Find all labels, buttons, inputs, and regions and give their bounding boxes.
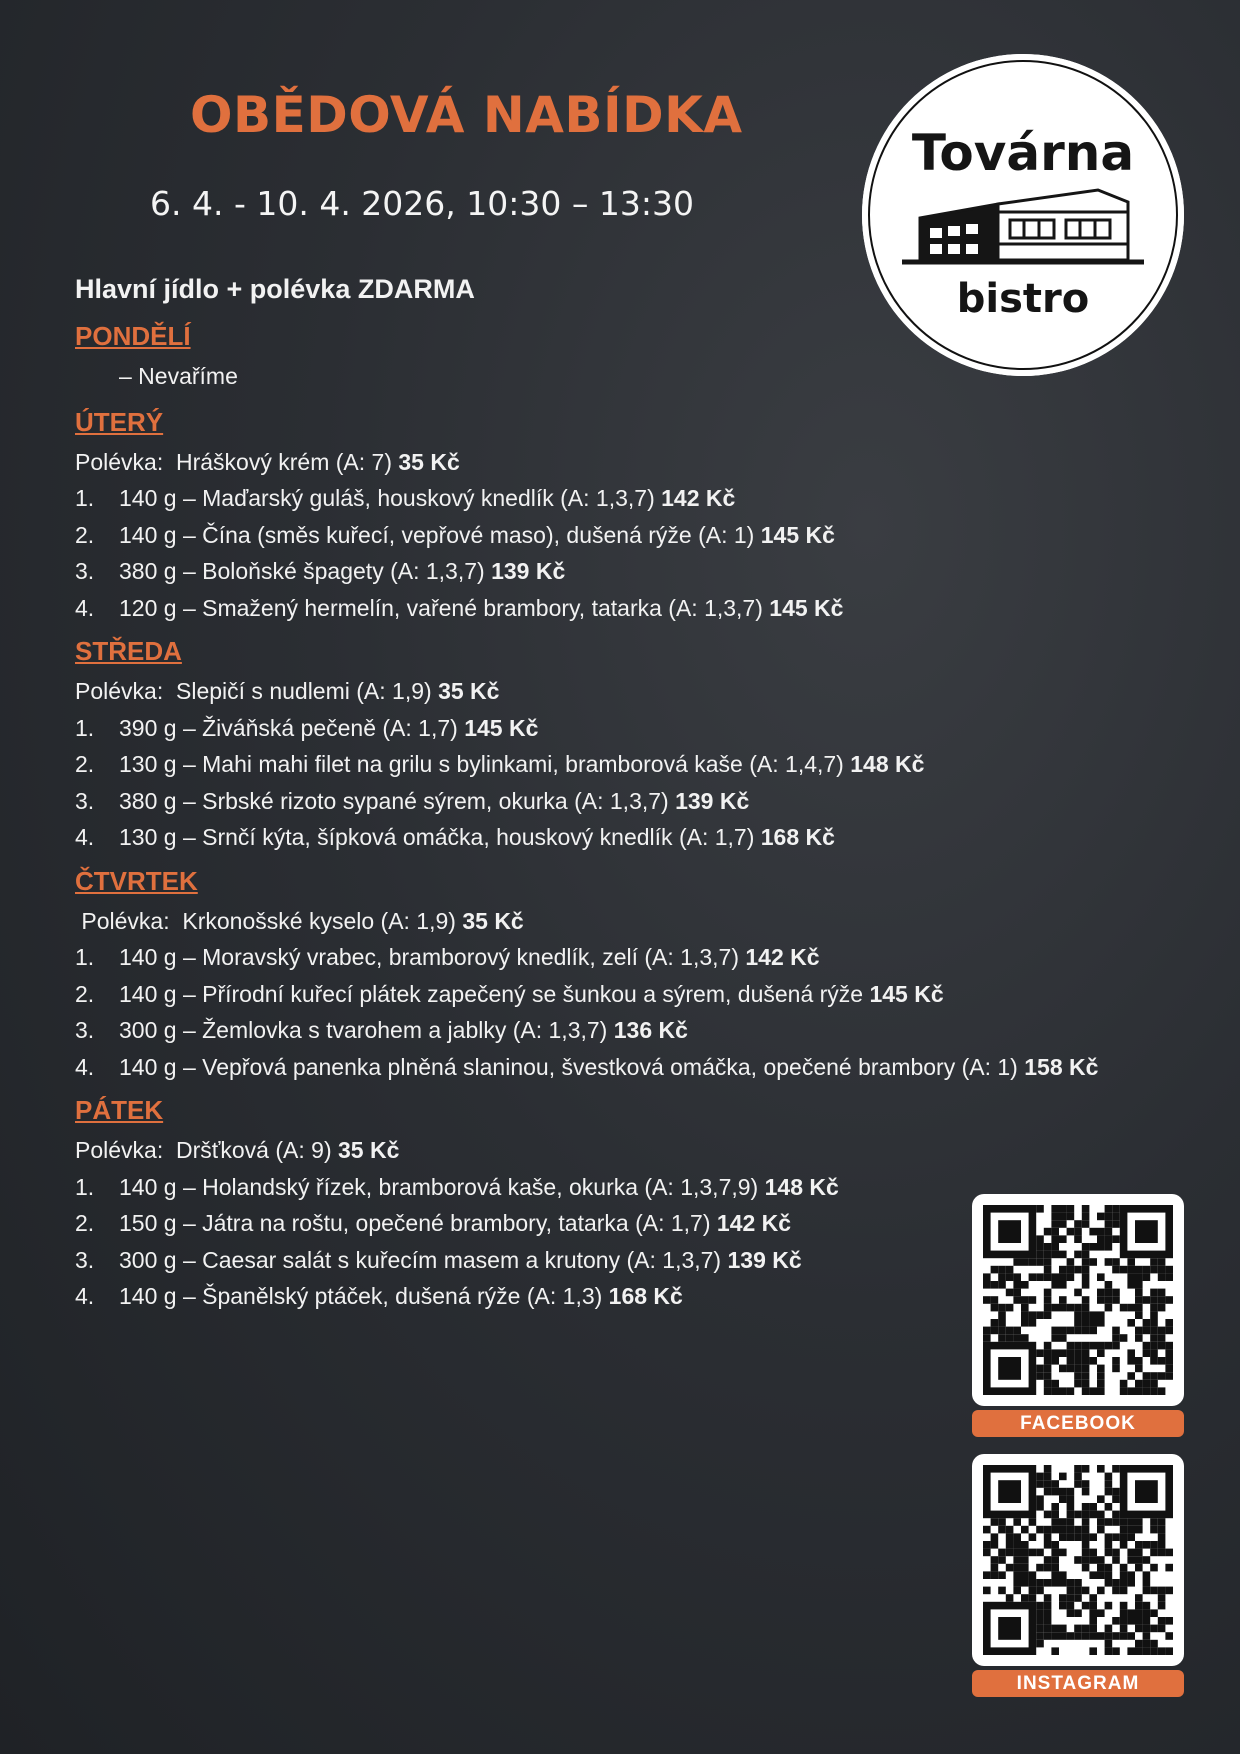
- list-item: [75, 517, 1095, 554]
- instagram-label: INSTAGRAM: [972, 1670, 1184, 1697]
- list-item: [75, 976, 1095, 1013]
- day-heading: ÚTERÝ: [75, 406, 164, 437]
- soup-label: Polévka:: [75, 678, 164, 704]
- day-heading: PONDĚLÍ: [75, 321, 191, 351]
- item-number: 2.: [75, 1210, 95, 1236]
- item-text: 140 g – Španělský ptáček, dušená rýže (A: 1,3): [119, 1283, 603, 1309]
- item-price: 139 Kč: [491, 558, 566, 584]
- list-item: [75, 1242, 1095, 1279]
- soup-text: Krkonošské kyselo (A: 1,9): [182, 907, 456, 934]
- item-price: 148 Kč: [764, 1173, 839, 1200]
- item-text: 390 g – Živáňská pečeně (A: 1,7): [119, 714, 458, 741]
- soup-text: Slepičí s nudlemi (A: 1,9): [176, 678, 432, 704]
- item-number: 1.: [75, 944, 95, 970]
- item-price: 148 Kč: [850, 751, 925, 777]
- list-item: [75, 939, 1095, 976]
- item-price: 142 Kč: [745, 944, 820, 970]
- item-number: 2.: [75, 980, 95, 1007]
- soup-text: Hráškový krém (A: 7): [176, 448, 392, 475]
- soup-line: [75, 444, 1095, 481]
- list-item: [75, 590, 1095, 627]
- item-number: 4.: [75, 1283, 95, 1309]
- item-text: 140 g – Maďarský guláš, houskový knedlík (A: 1,3,7): [119, 485, 655, 511]
- item-number: 3.: [75, 1017, 95, 1043]
- item-number: 3.: [75, 558, 95, 584]
- list-item: [75, 553, 1095, 590]
- factory-building-icon: [898, 182, 1148, 268]
- list-item: [75, 1012, 1095, 1049]
- item-price: 145 Kč: [869, 980, 944, 1007]
- item-text: 140 g – Přírodní kuřecí plátek zapečený se šunkou a sýrem, dušená rýže: [119, 980, 864, 1007]
- soup-price: 35 Kč: [462, 907, 524, 934]
- day-heading: STŘEDA: [75, 636, 182, 666]
- item-price: 158 Kč: [1024, 1053, 1099, 1080]
- item-number: 2.: [75, 751, 95, 777]
- list-item: [75, 819, 1095, 856]
- logo-text-sub: bistro: [956, 276, 1090, 322]
- item-number: 2.: [75, 521, 95, 548]
- list-item: [75, 1169, 1095, 1206]
- item-number: 4.: [75, 824, 95, 850]
- soup-label: Polévka:: [75, 448, 164, 475]
- day-thursday: [75, 865, 1099, 1086]
- item-text: 380 g – Srbské rizoto sypané sýrem, okurka (A: 1,3,7): [119, 787, 669, 814]
- soup-price: 35 Kč: [338, 1137, 400, 1163]
- item-price: 168 Kč: [608, 1283, 683, 1309]
- item-text: 130 g – Srnčí kýta, šípková omáčka, houskový knedlík (A: 1,7): [119, 824, 755, 850]
- soup-line: [75, 673, 1095, 710]
- page-title: OBĚDOVÁ NABÍDKA: [190, 86, 743, 144]
- soup-text: Dršťková (A: 9): [176, 1137, 332, 1163]
- item-text: 140 g – Holandský řízek, bramborová kaše, okurka (A: 1,3,7,9): [119, 1173, 759, 1200]
- item-number: 1.: [75, 485, 95, 511]
- item-price: 139 Kč: [727, 1246, 802, 1273]
- day-tuesday: [75, 407, 1095, 627]
- day-wednesday: [75, 636, 1095, 856]
- item-number: 1.: [75, 714, 95, 741]
- item-text: 300 g – Caesar salát s kuřecím masem a krutony (A: 1,3,7): [119, 1246, 722, 1273]
- facebook-qr[interactable]: [972, 1194, 1184, 1437]
- item-price: 145 Kč: [760, 521, 835, 548]
- item-text: 140 g – Vepřová panenka plněná slaninou, švestková omáčka, opečené brambory (A: 1): [119, 1053, 1018, 1080]
- item-price: 145 Kč: [464, 714, 539, 741]
- item-number: 3.: [75, 1246, 95, 1273]
- item-text: 120 g – Smažený hermelín, vařené brambory, tatarka (A: 1,3,7): [119, 594, 763, 621]
- item-price: 142 Kč: [661, 485, 736, 511]
- item-text: 300 g – Žemlovka s tvarohem a jablky (A: 1,3,7): [119, 1017, 608, 1043]
- menu: [75, 274, 1099, 1325]
- list-item: [75, 783, 1095, 820]
- item-text: 380 g – Boloňské špagety (A: 1,3,7): [119, 558, 485, 584]
- logo-text-main: Továrna: [911, 124, 1135, 182]
- item-number: 4.: [75, 594, 95, 621]
- day-heading: ČTVRTEK: [75, 865, 198, 896]
- item-price: 168 Kč: [760, 824, 835, 850]
- item-text: 130 g – Mahi mahi filet na grilu s bylinkami, bramborová kaše (A: 1,4,7): [119, 751, 844, 777]
- list-item: [75, 710, 1095, 747]
- qr-code-icon[interactable]: [972, 1454, 1184, 1666]
- soup-label: Polévka:: [75, 1137, 164, 1163]
- item-number: 4.: [75, 1053, 95, 1080]
- qr-code-icon[interactable]: [972, 1194, 1184, 1406]
- list-item: [75, 746, 1095, 783]
- tagline: Hlavní jídlo + polévka ZDARMA: [75, 274, 475, 304]
- soup-price: 35 Kč: [398, 448, 460, 475]
- item-number: 3.: [75, 787, 95, 814]
- item-price: 136 Kč: [613, 1017, 688, 1043]
- item-price: 145 Kč: [769, 594, 844, 621]
- soup-price: 35 Kč: [438, 678, 500, 704]
- list-item: [75, 1278, 1095, 1315]
- facebook-label: FACEBOOK: [972, 1410, 1184, 1437]
- soup-label: Polévka:: [81, 907, 170, 934]
- closed-note: – Nevaříme: [119, 363, 238, 389]
- list-item: [75, 1205, 1095, 1242]
- soup-line: [75, 1132, 1095, 1169]
- item-price: 142 Kč: [716, 1210, 792, 1236]
- instagram-qr[interactable]: [972, 1454, 1184, 1697]
- item-text: 140 g – Čína (směs kuřecí, vepřové maso), dušená rýže (A: 1): [119, 521, 755, 548]
- date-range: 6. 4. - 10. 4. 2026, 10:30 – 13:30: [150, 184, 694, 223]
- list-item: [75, 480, 1095, 517]
- item-price: 139 Kč: [675, 787, 750, 814]
- list-item: [75, 1049, 1099, 1086]
- item-text: 140 g – Moravský vrabec, bramborový knedlík, zelí (A: 1,3,7): [119, 944, 739, 970]
- soup-line: [75, 903, 1095, 940]
- item-text: 150 g – Játra na roštu, opečené brambory, tatarka (A: 1,7): [119, 1210, 711, 1236]
- item-number: 1.: [75, 1173, 95, 1200]
- day-heading: PÁTEK: [75, 1095, 164, 1125]
- day-monday: [75, 321, 1095, 395]
- day-friday: [75, 1095, 1095, 1315]
